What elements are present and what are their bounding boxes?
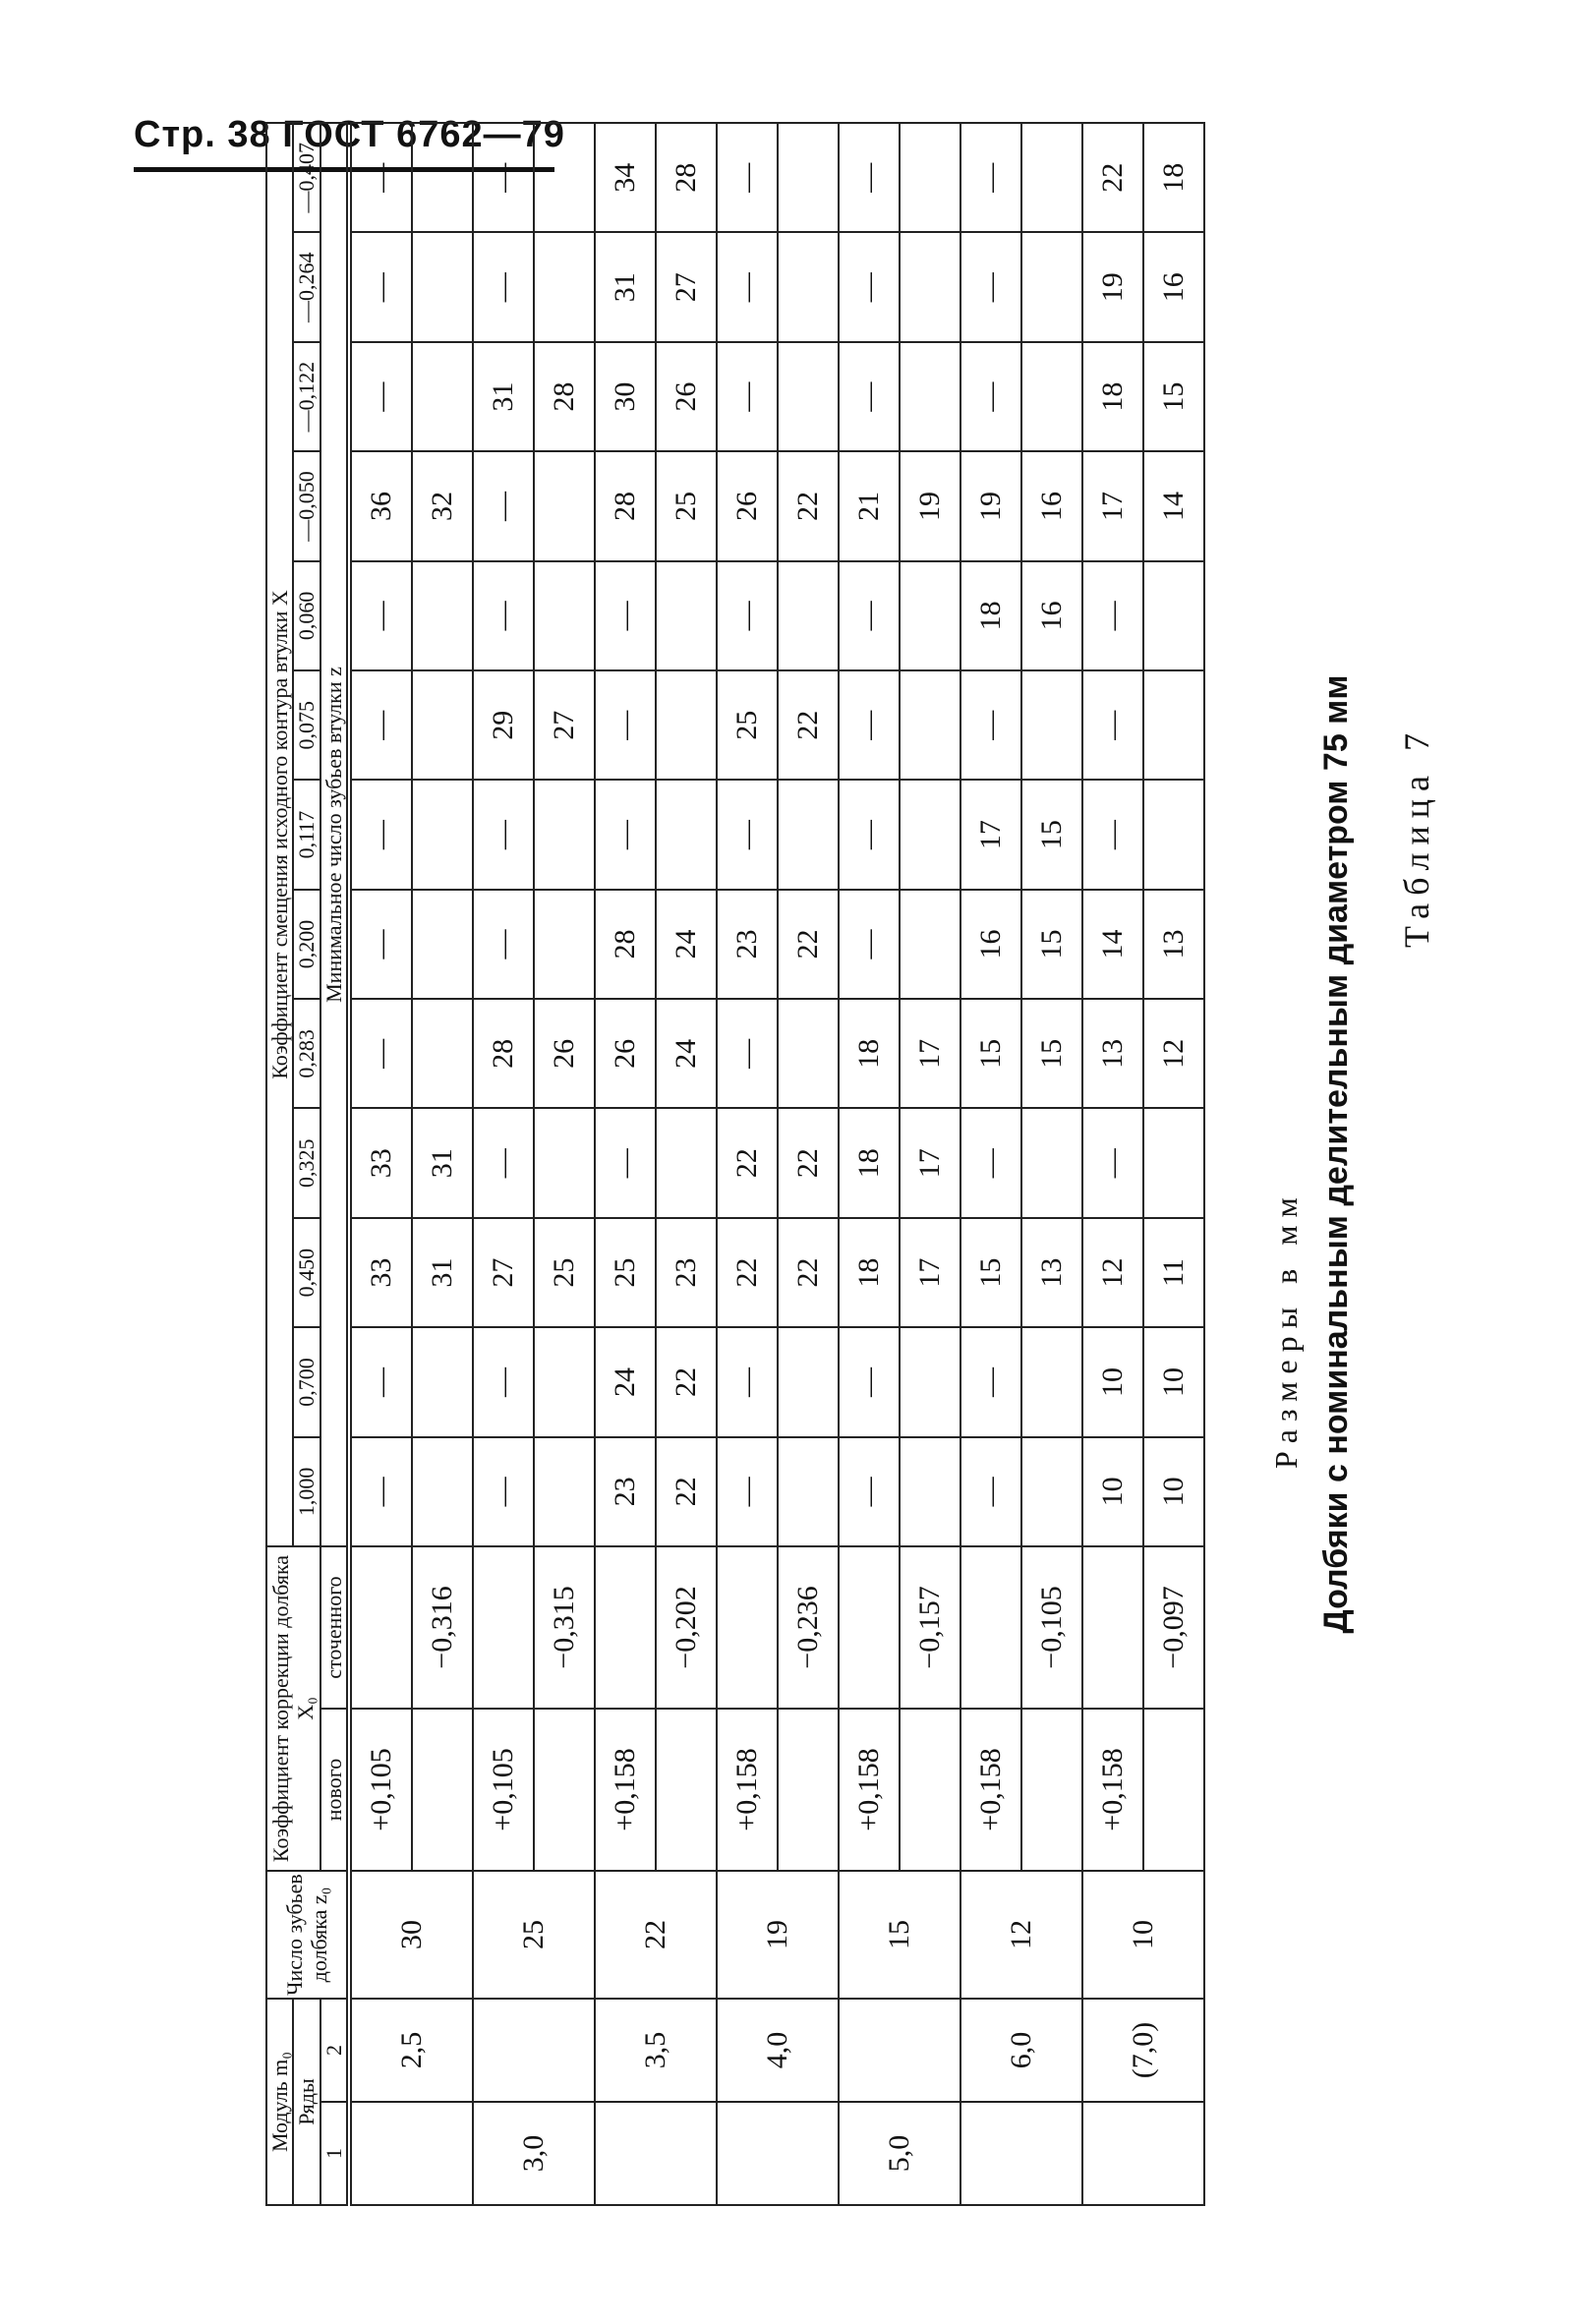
table-row xyxy=(349,123,412,2205)
shift-header: Коэффициент смещения исходного контура втулки X xyxy=(266,123,293,1546)
min-teeth-cell: — xyxy=(960,123,1021,233)
min-teeth-cell: 25 xyxy=(534,1218,595,1327)
x-header: 0,117 xyxy=(293,780,320,889)
new-correction-cell: +0,158 xyxy=(595,1709,656,1871)
min-teeth-cell xyxy=(778,561,839,670)
min-teeth-cell: 28 xyxy=(534,342,595,451)
min-teeth-cell: 15 xyxy=(960,1218,1021,1327)
min-teeth-cell: — xyxy=(1082,561,1143,670)
min-teeth-cell xyxy=(778,1437,839,1546)
min-teeth-cell: 18 xyxy=(960,561,1021,670)
min-teeth-cell: 15 xyxy=(1143,342,1204,451)
module-row1-cell xyxy=(960,2102,1082,2205)
min-teeth-cell: — xyxy=(717,780,778,889)
min-teeth-cell: — xyxy=(595,1109,656,1218)
min-teeth-cell: 27 xyxy=(534,670,595,780)
min-teeth-cell: 25 xyxy=(717,670,778,780)
new-correction-cell: +0,158 xyxy=(960,1709,1021,1871)
table-row xyxy=(717,123,778,2205)
correction-header: Коэффициент коррекции долбяка X₀ xyxy=(266,1546,320,1871)
min-teeth-cell: — xyxy=(839,1327,900,1436)
min-teeth-cell: — xyxy=(473,451,534,560)
teeth-cell: 22 xyxy=(595,1871,717,1999)
min-teeth-cell xyxy=(534,890,595,999)
min-teeth-cell: 22 xyxy=(778,890,839,999)
min-teeth-cell: — xyxy=(960,670,1021,780)
min-teeth-cell: 33 xyxy=(349,1109,412,1218)
min-teeth-cell: — xyxy=(960,1327,1021,1436)
min-teeth-cell xyxy=(412,890,473,999)
min-teeth-cell: 26 xyxy=(595,999,656,1108)
ground-correction-cell: −0,316 xyxy=(412,1546,473,1709)
min-teeth-cell: — xyxy=(349,999,412,1108)
min-teeth-cell: — xyxy=(717,1327,778,1436)
min-teeth-cell: — xyxy=(349,1437,412,1546)
min-teeth-cell: 21 xyxy=(839,451,900,560)
min-teeth-cell: 19 xyxy=(960,451,1021,560)
min-teeth-cell xyxy=(900,561,960,670)
min-teeth-cell: — xyxy=(349,1327,412,1436)
x-header: 0,075 xyxy=(293,670,320,780)
min-teeth-cell: 22 xyxy=(778,670,839,780)
min-teeth-cell: — xyxy=(349,670,412,780)
min-teeth-cell: 16 xyxy=(1021,561,1082,670)
min-teeth-cell: 31 xyxy=(412,1109,473,1218)
min-teeth-cell: 12 xyxy=(1082,1218,1143,1327)
empty-cell xyxy=(412,1709,473,1871)
min-teeth-cell: — xyxy=(839,561,900,670)
min-teeth-cell: 15 xyxy=(960,999,1021,1108)
min-teeth-cell: — xyxy=(595,780,656,889)
min-teeth-cell xyxy=(412,342,473,451)
min-teeth-cell: 13 xyxy=(1021,1218,1082,1327)
min-teeth-cell xyxy=(412,670,473,780)
min-teeth-cell: — xyxy=(1082,670,1143,780)
min-teeth-cell xyxy=(1021,670,1082,780)
min-teeth-cell: 10 xyxy=(1082,1327,1143,1436)
min-teeth-cell xyxy=(412,1437,473,1546)
new-correction-cell: +0,158 xyxy=(1082,1709,1143,1871)
min-teeth-cell: 16 xyxy=(960,890,1021,999)
min-teeth-cell xyxy=(1143,561,1204,670)
min-teeth-cell: — xyxy=(717,1437,778,1546)
module-row1-cell: 5,0 xyxy=(839,2102,960,2205)
min-teeth-cell: — xyxy=(595,670,656,780)
min-teeth-cell: 14 xyxy=(1082,890,1143,999)
min-teeth-cell: — xyxy=(473,1437,534,1546)
min-teeth-cell xyxy=(412,1327,473,1436)
new-correction-cell: +0,158 xyxy=(839,1709,900,1871)
module-row1-cell xyxy=(717,2102,839,2205)
min-teeth-cell: — xyxy=(839,890,900,999)
min-teeth-cell: 10 xyxy=(1082,1437,1143,1546)
min-teeth-cell: — xyxy=(349,561,412,670)
min-teeth-cell: 22 xyxy=(1082,123,1143,233)
min-teeth-cell: 18 xyxy=(1082,342,1143,451)
min-teeth-cell xyxy=(778,123,839,233)
min-teeth-cell: 22 xyxy=(778,1109,839,1218)
table-row xyxy=(960,123,1021,2205)
module-header: Модуль m₀ xyxy=(266,1999,293,2205)
row2-header: 2 xyxy=(320,1999,349,2102)
min-teeth-cell: 22 xyxy=(656,1437,717,1546)
min-teeth-cell xyxy=(656,1109,717,1218)
min-teeth-cell: 16 xyxy=(1021,451,1082,560)
min-teeth-cell: 14 xyxy=(1143,451,1204,560)
min-teeth-cell: 34 xyxy=(595,123,656,233)
teeth-cell: 12 xyxy=(960,1871,1082,1999)
min-teeth-cell: — xyxy=(839,342,900,451)
ground-correction-cell: −0,097 xyxy=(1143,1546,1204,1709)
new-correction-cell: +0,158 xyxy=(717,1709,778,1871)
module-row1-cell: 3,0 xyxy=(473,2102,595,2205)
x-header: 0,325 xyxy=(293,1109,320,1218)
module-row2-cell xyxy=(473,1999,595,2102)
min-teeth-cell: 24 xyxy=(595,1327,656,1436)
min-teeth-cell xyxy=(1021,1327,1082,1436)
min-teeth-cell: 28 xyxy=(473,999,534,1108)
min-teeth-cell: 17 xyxy=(900,999,960,1108)
min-teeth-cell: 17 xyxy=(900,1218,960,1327)
min-teeth-cell xyxy=(412,780,473,889)
min-teeth-cell xyxy=(900,670,960,780)
min-teeth-cell: — xyxy=(349,233,412,342)
min-teeth-cell: — xyxy=(473,561,534,670)
min-teeth-cell: — xyxy=(839,233,900,342)
ground-correction-cell: −0,105 xyxy=(1021,1546,1082,1709)
min-teeth-cell: 25 xyxy=(595,1218,656,1327)
new-header: нового xyxy=(320,1709,349,1871)
min-teeth-cell: 23 xyxy=(656,1218,717,1327)
empty-cell xyxy=(473,1546,534,1709)
x-header: 0,060 xyxy=(293,561,320,670)
table-title: Долбяки с номинальным делительным диаметром 75 мм xyxy=(1317,674,1355,1634)
min-teeth-cell: 15 xyxy=(1021,780,1082,889)
min-teeth-cell: 31 xyxy=(595,233,656,342)
min-teeth-cell xyxy=(1021,1437,1082,1546)
min-teeth-cell xyxy=(778,1327,839,1436)
new-correction-cell: +0,105 xyxy=(473,1709,534,1871)
min-teeth-cell xyxy=(1143,1109,1204,1218)
x-header: 1,000 xyxy=(293,1437,320,1546)
ground-correction-cell: −0,236 xyxy=(778,1546,839,1709)
min-teeth-cell: — xyxy=(349,890,412,999)
min-teeth-cell: 24 xyxy=(656,890,717,999)
x-header: 0,283 xyxy=(293,999,320,1108)
empty-cell xyxy=(839,1546,900,1709)
x-header: 0,450 xyxy=(293,1218,320,1327)
module-row2-cell: 3,5 xyxy=(595,1999,717,2102)
ground-correction-cell: −0,315 xyxy=(534,1546,595,1709)
min-teeth-cell: 33 xyxy=(349,1218,412,1327)
min-teeth-cell xyxy=(900,1437,960,1546)
min-teeth-cell xyxy=(900,780,960,889)
teeth-cell: 15 xyxy=(839,1871,960,1999)
min-teeth-cell: 10 xyxy=(1143,1437,1204,1546)
min-teeth-cell: 10 xyxy=(1143,1327,1204,1436)
min-teeth-cell: — xyxy=(473,1327,534,1436)
min-teeth-cell: 30 xyxy=(595,342,656,451)
min-teeth-cell: 26 xyxy=(717,451,778,560)
row1-header: 1 xyxy=(320,2102,349,2205)
data-table xyxy=(265,122,1205,2206)
min-teeth-cell xyxy=(1021,233,1082,342)
table-row xyxy=(839,123,900,2205)
min-teeth-cell xyxy=(1021,342,1082,451)
min-teeth-cell: 11 xyxy=(1143,1218,1204,1327)
min-teeth-cell: 27 xyxy=(473,1218,534,1327)
min-teeth-cell: 15 xyxy=(1021,890,1082,999)
min-teeth-cell xyxy=(900,342,960,451)
min-teeth-cell: 28 xyxy=(595,890,656,999)
min-teeth-cell: — xyxy=(839,780,900,889)
min-teeth-cell: — xyxy=(960,342,1021,451)
x-header: —0,264 xyxy=(293,233,320,342)
module-row1-cell xyxy=(349,2102,473,2205)
x-header: —0,407 xyxy=(293,123,320,233)
min-teeth-cell: — xyxy=(1082,780,1143,889)
min-teeth-cell: 15 xyxy=(1021,999,1082,1108)
min-teeth-cell xyxy=(656,561,717,670)
min-teeth-cell: — xyxy=(473,123,534,233)
min-teeth-cell: — xyxy=(960,1437,1021,1546)
min-teeth-cell: — xyxy=(1082,1109,1143,1218)
min-teeth-cell: — xyxy=(839,670,900,780)
min-teeth-cell: — xyxy=(717,342,778,451)
min-teeth-cell xyxy=(778,233,839,342)
module-row2-cell: 4,0 xyxy=(717,1999,839,2102)
min-teeth-cell xyxy=(534,451,595,560)
min-teeth-cell: 24 xyxy=(656,999,717,1108)
min-teeth-cell xyxy=(1021,123,1082,233)
min-teeth-cell xyxy=(534,780,595,889)
min-teeth-cell xyxy=(656,670,717,780)
min-teeth-cell xyxy=(534,1437,595,1546)
min-teeth-cell: — xyxy=(473,780,534,889)
empty-cell xyxy=(349,1546,412,1709)
module-row2-cell: 2,5 xyxy=(349,1999,473,2102)
min-teeth-cell xyxy=(534,1109,595,1218)
min-teeth-cell: 22 xyxy=(778,1218,839,1327)
min-teeth-cell: 17 xyxy=(960,780,1021,889)
min-teeth-cell: 23 xyxy=(717,890,778,999)
row-label-header: Ряды xyxy=(293,1999,320,2205)
min-teeth-cell: — xyxy=(839,1437,900,1546)
min-teeth-cell: 19 xyxy=(900,451,960,560)
empty-cell xyxy=(656,1709,717,1871)
empty-cell xyxy=(717,1546,778,1709)
min-teeth-cell xyxy=(412,999,473,1108)
min-teeth-cell xyxy=(534,123,595,233)
min-teeth-cell xyxy=(778,780,839,889)
min-teeth-cell: 27 xyxy=(656,233,717,342)
empty-cell xyxy=(778,1709,839,1871)
min-teeth-cell: — xyxy=(960,233,1021,342)
teeth-cell: 19 xyxy=(717,1871,839,1999)
teeth-cell: 30 xyxy=(349,1871,473,1999)
teeth-header: Число зубьев долбяка z₀ xyxy=(266,1871,349,1999)
min-teeth-cell: — xyxy=(717,233,778,342)
table-row xyxy=(1082,123,1143,2205)
min-teeth-cell: 22 xyxy=(717,1109,778,1218)
min-teeth-cell xyxy=(412,123,473,233)
min-teeth-cell: 26 xyxy=(534,999,595,1108)
min-teeth-cell: — xyxy=(839,123,900,233)
min-teeth-cell xyxy=(900,890,960,999)
min-teeth-cell: — xyxy=(960,1109,1021,1218)
min-teeth-cell xyxy=(412,233,473,342)
x-header: 0,200 xyxy=(293,890,320,999)
min-teeth-cell: 31 xyxy=(473,342,534,451)
min-teeth-cell: 18 xyxy=(839,1109,900,1218)
empty-cell xyxy=(595,1546,656,1709)
new-correction-cell: +0,105 xyxy=(349,1709,412,1871)
min-teeth-cell: 17 xyxy=(1082,451,1143,560)
module-row2-cell: (7,0) xyxy=(1082,1999,1204,2102)
min-teeth-cell xyxy=(1143,780,1204,889)
min-teeth-cell xyxy=(1021,1109,1082,1218)
empty-cell xyxy=(1021,1709,1082,1871)
empty-cell xyxy=(1143,1709,1204,1871)
min-teeth-cell: — xyxy=(595,561,656,670)
min-teeth-cell: 36 xyxy=(349,451,412,560)
min-teeth-header: Минимальное число зубьев втулки z xyxy=(320,123,349,1546)
min-teeth-cell: — xyxy=(717,999,778,1108)
units-note: Размеры в мм xyxy=(1268,1190,1304,1469)
min-teeth-cell: — xyxy=(473,890,534,999)
min-teeth-cell xyxy=(656,780,717,889)
min-teeth-cell: 23 xyxy=(595,1437,656,1546)
teeth-cell: 25 xyxy=(473,1871,595,1999)
min-teeth-cell xyxy=(900,233,960,342)
table-caption: Таблица 7 xyxy=(1397,726,1436,948)
module-row2-cell: 6,0 xyxy=(960,1999,1082,2102)
empty-cell xyxy=(900,1709,960,1871)
min-teeth-cell: — xyxy=(717,561,778,670)
min-teeth-cell: 25 xyxy=(656,451,717,560)
min-teeth-cell: 19 xyxy=(1082,233,1143,342)
min-teeth-cell: 18 xyxy=(839,999,900,1108)
min-teeth-cell: 26 xyxy=(656,342,717,451)
module-row1-cell xyxy=(595,2102,717,2205)
ground-header: сточенного xyxy=(320,1546,349,1709)
ground-correction-cell: −0,157 xyxy=(900,1546,960,1709)
min-teeth-cell: 16 xyxy=(1143,233,1204,342)
table-row xyxy=(473,123,534,2205)
min-teeth-cell: — xyxy=(349,342,412,451)
min-teeth-cell xyxy=(900,1327,960,1436)
min-teeth-cell: 12 xyxy=(1143,999,1204,1108)
min-teeth-cell: 28 xyxy=(656,123,717,233)
min-teeth-cell: 22 xyxy=(778,451,839,560)
min-teeth-cell: — xyxy=(473,1109,534,1218)
min-teeth-cell: 32 xyxy=(412,451,473,560)
min-teeth-cell xyxy=(534,561,595,670)
x-header: 0,700 xyxy=(293,1327,320,1436)
table-row xyxy=(595,123,656,2205)
teeth-cell: 10 xyxy=(1082,1871,1204,1999)
min-teeth-cell: 22 xyxy=(717,1218,778,1327)
min-teeth-cell: — xyxy=(349,123,412,233)
min-teeth-cell: 31 xyxy=(412,1218,473,1327)
empty-cell xyxy=(1082,1546,1143,1709)
min-teeth-cell xyxy=(534,233,595,342)
x-header: —0,122 xyxy=(293,342,320,451)
min-teeth-cell: 13 xyxy=(1082,999,1143,1108)
empty-cell xyxy=(534,1709,595,1871)
min-teeth-cell: 28 xyxy=(595,451,656,560)
module-row1-cell xyxy=(1082,2102,1204,2205)
min-teeth-cell xyxy=(412,561,473,670)
module-row2-cell xyxy=(839,1999,960,2102)
min-teeth-cell xyxy=(534,1327,595,1436)
min-teeth-cell xyxy=(778,342,839,451)
empty-cell xyxy=(960,1546,1021,1709)
x-header: —0,050 xyxy=(293,451,320,560)
min-teeth-cell: — xyxy=(349,780,412,889)
min-teeth-cell: 18 xyxy=(839,1218,900,1327)
min-teeth-cell xyxy=(1143,670,1204,780)
min-teeth-cell xyxy=(778,999,839,1108)
min-teeth-cell: 18 xyxy=(1143,123,1204,233)
min-teeth-cell: 17 xyxy=(900,1109,960,1218)
min-teeth-cell: 22 xyxy=(656,1327,717,1436)
min-teeth-cell: — xyxy=(717,123,778,233)
page-header: Стр. 38 ГОСТ 6762—79 xyxy=(134,114,565,155)
min-teeth-cell: 13 xyxy=(1143,890,1204,999)
ground-correction-cell: −0,202 xyxy=(656,1546,717,1709)
min-teeth-cell: 29 xyxy=(473,670,534,780)
min-teeth-cell xyxy=(900,123,960,233)
min-teeth-cell: — xyxy=(473,233,534,342)
